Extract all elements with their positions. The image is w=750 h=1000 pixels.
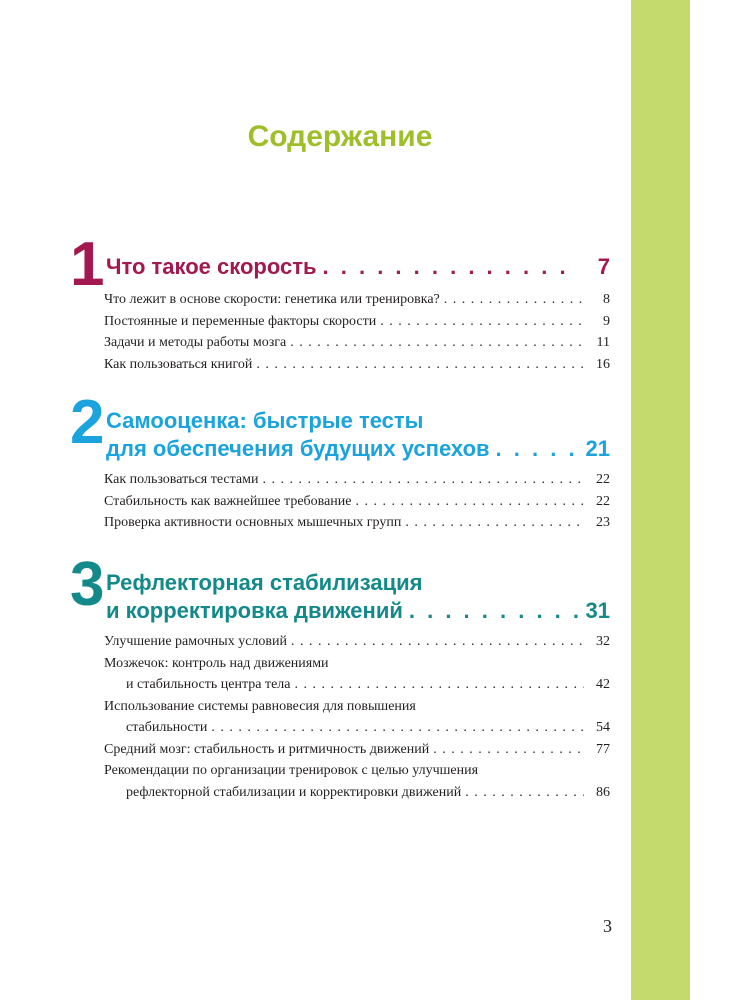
entry-title: Как пользоваться тестами <box>104 472 259 487</box>
page-number: 3 <box>603 916 612 936</box>
dot-leader <box>323 254 578 280</box>
toc-entry-continuation[interactable] <box>104 720 610 742</box>
toc-entry[interactable] <box>104 357 610 379</box>
chapter-heading[interactable] <box>106 254 610 282</box>
entry-title: Рекомендации по организации тренировок с целью улучшения <box>104 763 479 778</box>
toc-entry-first-line[interactable] <box>104 699 610 721</box>
chapter-entries <box>104 634 610 806</box>
toc-entry-first-line[interactable] <box>104 763 610 785</box>
chapter-title-line: для обеспечения будущих успехов <box>106 436 490 461</box>
chapter-title-line: Самооценка: быстрые тесты <box>106 408 424 433</box>
dot-leader <box>211 720 584 736</box>
entry-title: стабильности <box>126 720 208 735</box>
dot-leader <box>295 677 585 693</box>
toc-entry[interactable] <box>104 314 610 336</box>
entry-page-number: 32 <box>596 634 610 649</box>
toc-entry[interactable] <box>104 634 610 656</box>
entry-title: Улучшение рамочных условий <box>104 634 287 649</box>
chapter-number: 3 <box>70 550 105 619</box>
entry-title: Как пользоваться книгой <box>104 356 253 372</box>
dot-leader <box>405 515 584 531</box>
entry-title: Стабильность как важнейшее требование <box>104 493 352 509</box>
chapter-page-number: 7 <box>597 254 610 279</box>
chapter-title-line: Рефлекторная стабилизация <box>106 570 423 595</box>
entry-title: Проверка активности основных мышечных групп <box>104 515 402 530</box>
chapter-entries <box>104 472 610 537</box>
dot-leader <box>262 472 584 488</box>
entry-page-number: 86 <box>596 784 610 800</box>
chapter-number: 2 <box>70 388 105 457</box>
chapter-title-line: Что такое скорость <box>106 254 317 279</box>
entry-title: Постоянные и переменные факторы скорости <box>104 313 377 329</box>
chapter-heading[interactable] <box>106 408 610 464</box>
dot-leader <box>409 598 578 624</box>
chapter-2 <box>70 388 610 542</box>
chapter-title-line: и корректировка движений <box>106 598 403 623</box>
entry-page-number: 16 <box>596 356 610 372</box>
chapter-entries <box>104 292 610 378</box>
toc-entry[interactable] <box>104 742 610 764</box>
entry-title: и стабильность центра тела <box>126 677 291 692</box>
toc-entry-continuation[interactable] <box>104 677 610 699</box>
entry-title: Средний мозг: стабильность и ритмичность движений <box>104 741 430 757</box>
toc-entry[interactable] <box>104 472 610 494</box>
entry-title: Задачи и методы работы мозга <box>104 335 287 350</box>
dot-leader <box>291 634 584 650</box>
entry-page-number: 8 <box>603 292 610 307</box>
entry-title: рефлекторной стабилизации и корректировки движений <box>126 784 462 800</box>
page-title: Содержание <box>247 120 433 153</box>
chapter-1 <box>70 230 610 384</box>
entry-page-number: 77 <box>596 741 610 757</box>
chapter-page-number: 21 <box>585 436 610 461</box>
entry-page-number: 42 <box>596 677 610 692</box>
dot-leader <box>433 742 584 758</box>
chapter-number: 1 <box>70 230 105 299</box>
toc-entry[interactable] <box>104 335 610 357</box>
entry-title: Что лежит в основе скорости: генетика или тренировка? <box>104 292 440 307</box>
dot-leader <box>356 494 585 510</box>
dot-leader <box>496 436 578 462</box>
dot-leader <box>380 314 584 330</box>
entry-page-number: 9 <box>603 313 610 329</box>
toc-entry[interactable] <box>104 515 610 537</box>
entry-page-number: 22 <box>596 493 610 509</box>
toc-entry[interactable] <box>104 292 610 314</box>
dot-leader <box>256 357 584 373</box>
entry-page-number: 23 <box>596 515 610 530</box>
dot-leader <box>290 335 584 351</box>
toc-entry-first-line[interactable] <box>104 656 610 678</box>
entry-page-number: 54 <box>596 720 610 735</box>
chapter-3 <box>70 550 610 814</box>
dot-leader <box>444 292 584 308</box>
entry-title: Мозжечок: контроль над движениями <box>104 655 329 671</box>
entry-page-number: 22 <box>596 472 610 487</box>
chapter-page-number: 31 <box>585 598 610 623</box>
entry-page-number: 11 <box>596 335 610 350</box>
toc-entry[interactable] <box>104 494 610 516</box>
dot-leader <box>465 785 584 801</box>
toc-entry-continuation[interactable] <box>104 785 610 807</box>
entry-title: Использование системы равновесия для повышения <box>104 698 416 714</box>
chapter-heading[interactable] <box>106 570 610 626</box>
